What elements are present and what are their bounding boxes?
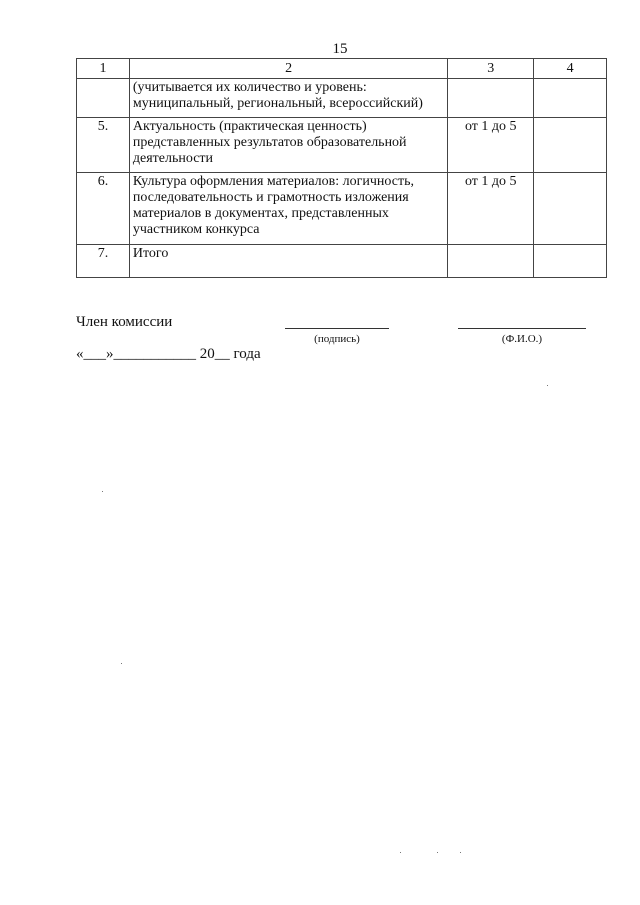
- score-range: от 1 до 5: [448, 173, 534, 245]
- criterion-text: Культура оформления материалов: логичность, последовательность и грамотность изложения материалов в документах, представленных участником конкурса: [129, 173, 447, 245]
- page-number: 15: [332, 41, 348, 57]
- scan-speck: [121, 663, 122, 664]
- criterion-text: (учитывается их количество и уровень: муниципальный, региональный, всероссийский): [129, 79, 447, 118]
- row-number: 7.: [77, 245, 130, 278]
- full-name-line: [458, 328, 586, 329]
- score-range: от 1 до 5: [448, 118, 534, 173]
- score-range: [448, 245, 534, 278]
- row-number: [77, 79, 130, 118]
- scan-speck: [437, 852, 438, 853]
- signature-caption: (подпись): [314, 333, 360, 345]
- header-cell: 2: [129, 59, 447, 79]
- header-cell: 1: [77, 59, 130, 79]
- row-number: 6.: [77, 173, 130, 245]
- scan-speck: [460, 852, 461, 853]
- scan-speck: [102, 491, 103, 492]
- header-cell: 4: [534, 59, 607, 79]
- score-value: [534, 118, 607, 173]
- score-range: [448, 79, 534, 118]
- table-row: [77, 118, 607, 173]
- scan-speck: [547, 385, 548, 386]
- date-line: «___»___________ 20__ года: [76, 346, 261, 362]
- score-value: [534, 79, 607, 118]
- table-row: [77, 245, 607, 278]
- criteria-table: [76, 58, 607, 278]
- row-number: 5.: [77, 118, 130, 173]
- scan-speck: [400, 852, 401, 853]
- criterion-text: Итого: [129, 245, 447, 278]
- score-value: [534, 245, 607, 278]
- table-row: [77, 173, 607, 245]
- score-value: [534, 173, 607, 245]
- table-row: [77, 79, 607, 118]
- signature-line: [285, 328, 389, 329]
- header-cell: 3: [448, 59, 534, 79]
- full-name-caption: (Ф.И.О.): [501, 333, 543, 345]
- criterion-text: Актуальность (практическая ценность) представленных результатов образовательной деятельности: [129, 118, 447, 173]
- table-header-row: [77, 59, 607, 79]
- commission-member-label: Член комиссии: [76, 314, 173, 330]
